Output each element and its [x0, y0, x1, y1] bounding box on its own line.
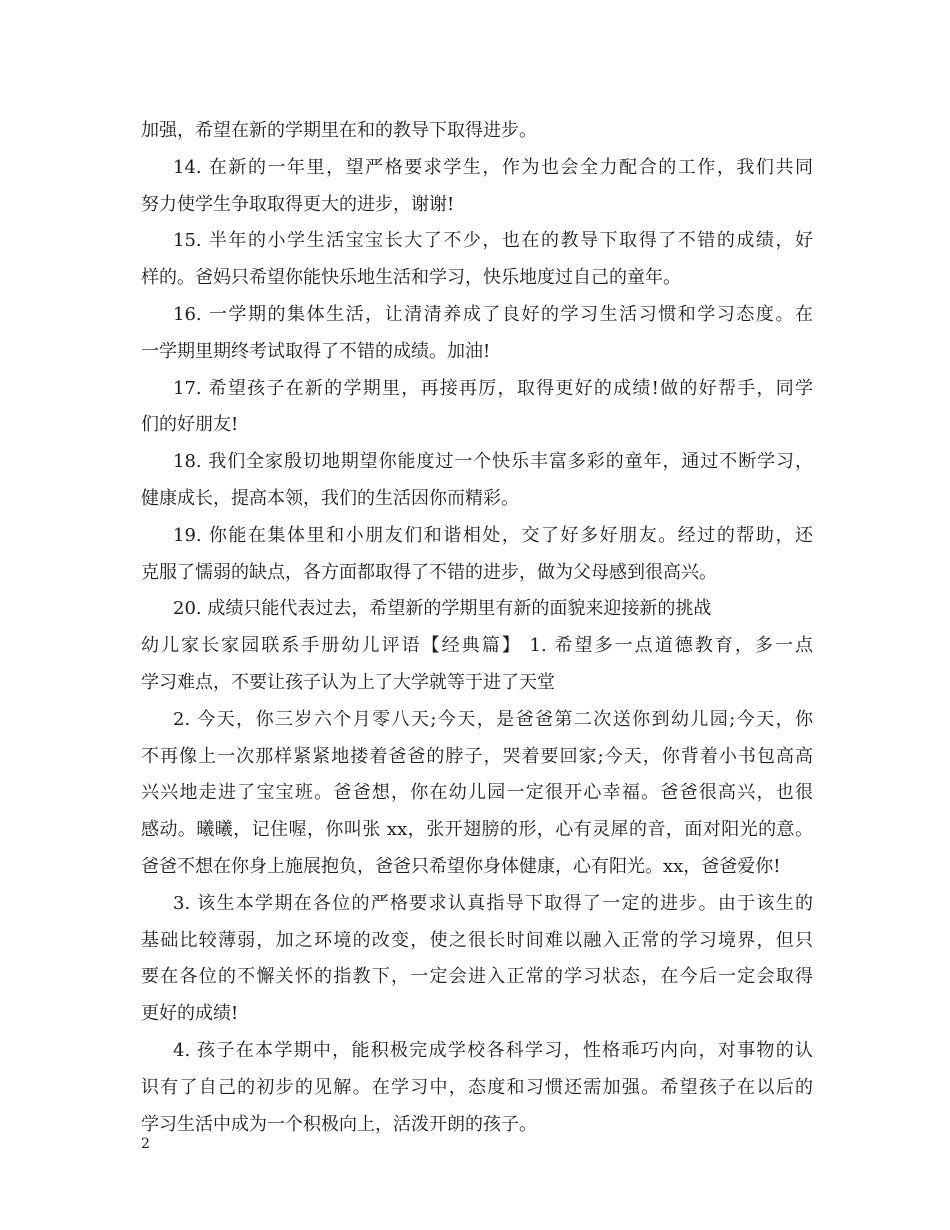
text-line: 基础比较薄弱，加之环境的改变，使之很长时间难以融入正常的学习境界，但只 [141, 929, 813, 951]
text-line: 17. 希望孩子在新的学期里，再接再厉，取得更好的成绩!做的好帮手，同学 [173, 377, 813, 399]
text-line: 爸爸不想在你身上施展抱负，爸爸只希望你身体健康，心有阳光。xx，爸爸爱你! [141, 855, 781, 877]
text-line: 16. 一学期的集体生活，让清清养成了良好的学习生活习惯和学习态度。在 [173, 303, 813, 325]
text-line: 3. 该生本学期在各位的严格要求认真指导下取得了一定的进步。由于该生的 [173, 892, 813, 914]
text-line: 感动。曦曦，记住喔，你叫张 xx，张开翅膀的形，心有灵犀的音，面对阳光的意。 [141, 819, 813, 841]
text-line: 努力使学生争取取得更大的进步，谢谢! [141, 193, 455, 215]
text-line: 4. 孩子在本学期中，能积极完成学校各科学习，性格乖巧内向，对事物的认 [173, 1039, 813, 1061]
text-line: 克服了懦弱的缺点，各方面都取得了不错的进步，做为父母感到很高兴。 [141, 561, 717, 583]
text-line: 要在各位的不懈关怀的指教下，一定会进入正常的学习状态，在今后一定会取得 [141, 966, 813, 988]
text-line: 19. 你能在集体里和小朋友们和谐相处，交了好多好朋友。经过的帮助，还 [173, 524, 813, 546]
text-line: 14. 在新的一年里，望严格要求学生，作为也会全力配合的工作，我们共同 [173, 156, 813, 178]
text-line: 加强，希望在新的学期里在和的教导下取得进步。 [141, 120, 537, 141]
text-line: 不再像上一次那样紧紧地搂着爸爸的脖子，哭着要回家;今天，你背着小书包高高 [141, 745, 813, 767]
text-line: 健康成长，提高本领，我们的生活因你而精彩。 [141, 487, 519, 509]
text-line: 识有了自己的初步的见解。在学习中，态度和习惯还需加强。希望孩子在以后的 [141, 1076, 813, 1098]
text-line: 学习难点，不要让孩子认为上了大学就等于进了天堂 [141, 671, 555, 693]
body-text [141, 113, 813, 1143]
text-line: 学习生活中成为一个积极向上，活泼开朗的孩子。 [141, 1113, 537, 1135]
text-line: 20. 成绩只能代表过去，希望新的学期里有新的面貌来迎接新的挑战 [173, 598, 712, 620]
text-line: 样的。爸妈只希望你能快乐地生活和学习，快乐地度过自己的童年。 [141, 267, 681, 289]
text-line: 一学期里期终考试取得了不错的成绩。加油! [141, 340, 491, 362]
text-line: 幼儿家长家园联系手册幼儿评语【经典篇】 1. 希望多一点道德教育，多一点 [141, 635, 813, 657]
text-line: 15. 半年的小学生活宝宝长大了不少，也在的教导下取得了不错的成绩，好 [173, 230, 813, 252]
page-number: 2 [141, 1136, 150, 1152]
text-line: 兴兴地走进了宝宝班。爸爸想，你在幼儿园一定很开心幸福。爸爸很高兴，也很 [141, 782, 813, 804]
text-line: 2. 今天，你三岁六个月零八天;今天，是爸爸第二次送你到幼儿园;今天，你 [173, 708, 813, 730]
text-line: 更好的成绩! [141, 1003, 239, 1025]
text-line: 18. 我们全家殷切地期望你能度过一个快乐丰富多彩的童年，通过不断学习， [173, 451, 813, 473]
text-line: 们的好朋友! [141, 414, 239, 436]
